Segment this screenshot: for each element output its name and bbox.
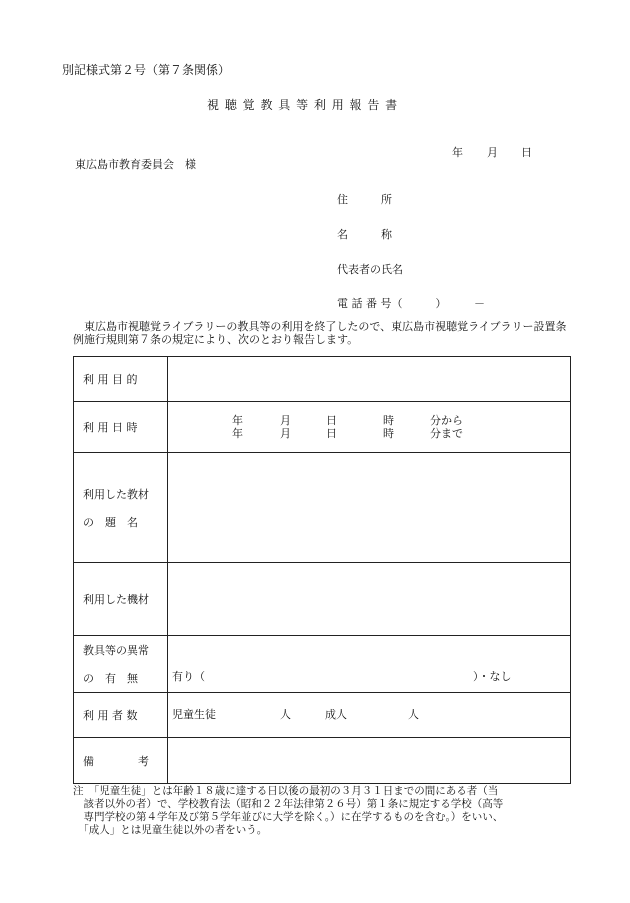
dt-from-minute: 分から	[430, 414, 463, 427]
footnote-line: 専門学校の第４学年及び第５学年並びに大学を除く。）に在学するものを含む。）をいい、	[73, 811, 504, 823]
purpose-label: 利 用 目 的	[74, 357, 168, 402]
dt-to-hour: 時	[383, 427, 394, 440]
dt-from-year: 年	[232, 414, 243, 427]
anomaly-label	[74, 636, 168, 693]
material-label	[74, 453, 168, 563]
anomaly-no: ）・なし	[473, 670, 512, 683]
anomaly-yes: 有り（	[172, 670, 205, 683]
anomaly-label-line2: の 有 無	[83, 672, 138, 685]
report-table	[73, 356, 571, 784]
equipment-label: 利用した機材	[74, 563, 168, 636]
dt-to-day: 日	[326, 427, 337, 440]
form-reference: 別記様式第２号（第７条関係）	[62, 63, 231, 77]
date-year: 年	[452, 146, 463, 159]
remarks-field[interactable]	[168, 738, 571, 784]
dt-to-minute: 分まで	[430, 427, 463, 440]
users-adults-unit: 人	[408, 708, 419, 721]
date-day: 日	[521, 146, 532, 159]
dt-from-hour: 時	[383, 414, 394, 427]
users-label: 利 用 者 数	[74, 693, 168, 738]
name-label: 名 称	[337, 228, 392, 241]
datetime-field[interactable]	[168, 402, 571, 453]
date-month: 月	[487, 146, 498, 159]
phone-label: 電 話 番 号（ ） －	[337, 297, 485, 310]
equipment-field[interactable]	[168, 563, 571, 636]
anomaly-label-line1: 教具等の異常	[83, 644, 149, 657]
users-children-unit: 人	[280, 708, 291, 721]
material-field[interactable]	[168, 453, 571, 563]
purpose-field[interactable]	[168, 357, 571, 402]
dt-from-month: 月	[280, 414, 291, 427]
representative-label: 代表者の氏名	[337, 263, 403, 276]
address-label: 住 所	[337, 193, 392, 206]
page-title: 視 聴 覚 教 具 等 利 用 報 告 書	[207, 98, 399, 112]
footnote-line: 注 「児童生徒」とは年齢１８歳に達する日以後の最初の３月３１日までの間にある者（当	[73, 785, 499, 797]
users-adults: 成人	[325, 708, 347, 721]
footnote-line: 「成人」とは児童生徒以外の者をいう。	[73, 824, 268, 836]
anomaly-field[interactable]	[168, 636, 571, 693]
footnote	[73, 785, 573, 837]
addressee: 東広島市教育委員会 様	[75, 158, 196, 171]
remarks-label: 備 考	[74, 738, 168, 784]
datetime-label: 利 用 日 時	[74, 402, 168, 453]
intro-text: 東広島市視聴覚ライブラリーの教具等の利用を終了したので、東広島市視聴覚ライブラリー設置条例施行規則第７条の規定により、次のとおり報告します。	[73, 320, 567, 346]
dt-to-year: 年	[232, 427, 243, 440]
users-children: 児童生徒	[172, 708, 216, 721]
footnote-line: 該者以外の者）で、学校教育法（昭和２２年法律第２６号）第１条に規定する学校（高等	[73, 798, 504, 810]
dt-to-month: 月	[280, 427, 291, 440]
dt-from-day: 日	[326, 414, 337, 427]
users-field[interactable]	[168, 693, 571, 738]
material-label-line2: の 題 名	[83, 515, 138, 529]
material-label-line1: 利用した教材	[83, 487, 149, 501]
